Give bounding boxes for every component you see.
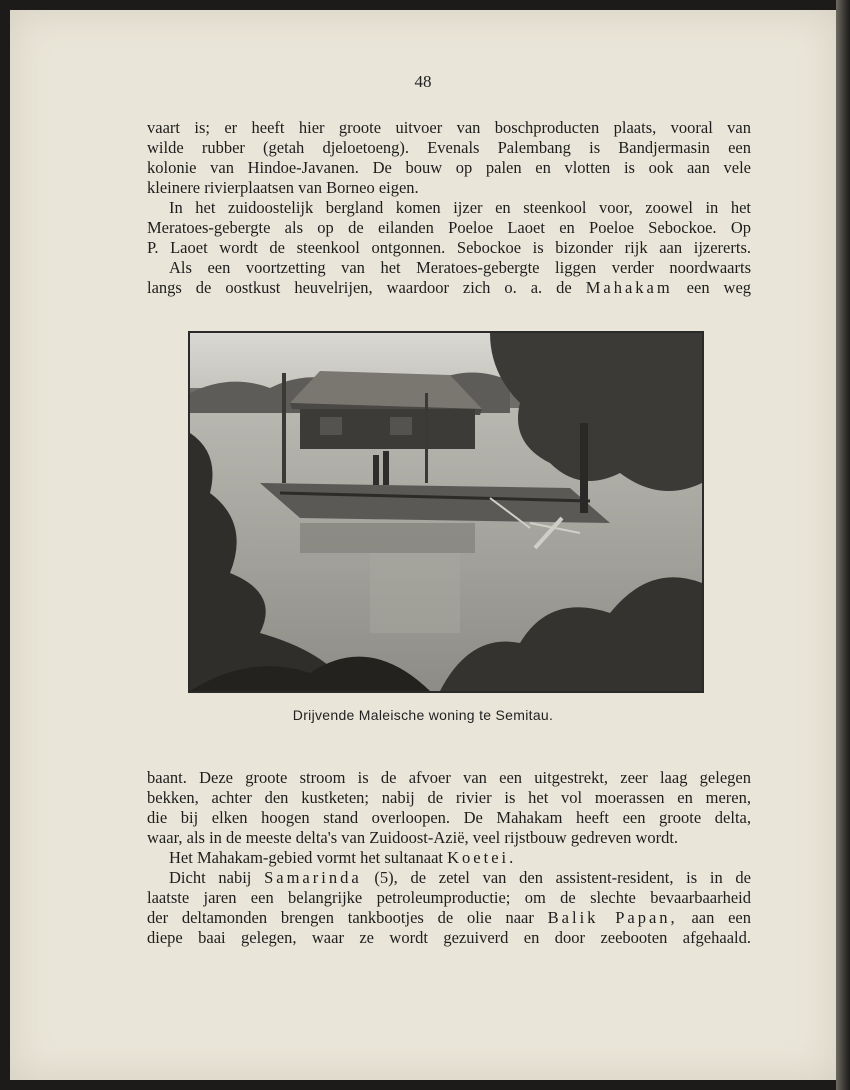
figure-caption: Drijvende Maleische woning te Semitau.: [292, 707, 554, 723]
text-block-top: [147, 118, 751, 298]
text-span: langs de oostkust heuvelrijen, waardoor zich o. a. de: [147, 278, 572, 297]
text-span: aan een: [691, 908, 752, 927]
text-line: diepe baai gelegen, waar ze wordt gezuiverd en door zeebooten afgehaald.: [147, 928, 751, 947]
text-line: vaart is; er heeft hier groote uitvoer van boschproducten plaats, vooral van: [147, 118, 751, 137]
page-number: 48: [414, 72, 432, 91]
text-line: baant. Deze groote stroom is de afvoer van een uitgestrekt, zeer laag gelegen: [147, 768, 751, 787]
book-page: [10, 10, 836, 1080]
photo-illustration: [190, 333, 702, 691]
binding-shadow: [836, 0, 850, 1090]
text-line: Meratoes-gebergte als op de eilanden Poeloe Laoet en Poeloe Sebockoe. Op: [147, 218, 751, 237]
text-line: [147, 868, 751, 888]
text-line: P. Laoet wordt de steenkool ontgonnen. Sebockoe is bizonder rijk aan ijzererts.: [147, 238, 751, 257]
spaced-name-balik-papan: Balik Papan,: [547, 908, 678, 927]
spaced-name-mahakam: Mahakam: [585, 278, 673, 297]
text-line: [147, 848, 751, 868]
text-span: een weg: [686, 278, 752, 297]
text-line: wilde rubber (getah djeloetoeng). Evenals Palembang is Bandjermasin een: [147, 138, 751, 157]
spaced-name-koetei: Koetei.: [447, 848, 517, 867]
text-line: bekken, achter den kustketen; nabij de rivier is het vol moerassen en meren,: [147, 788, 751, 807]
text-span: Dicht nabij: [169, 868, 252, 887]
text-block-bottom: [147, 768, 751, 948]
text-line: In het zuidoostelijk bergland komen ijzer en steenkool voor, zoowel in het: [169, 198, 751, 217]
text-span: der deltamonden brengen tankbootjes de olie naar: [147, 908, 534, 927]
spaced-name-samarinda: Samarinda: [264, 868, 362, 887]
text-line: waar, als in de meeste delta's van Zuidoost-Azië, veel rijstbouw gedreven wordt.: [147, 828, 679, 847]
text-line: kolonie van Hindoe-Javanen. De bouw op palen en vlotten is ook aan vele: [147, 158, 751, 177]
text-line: laatste jaren een belangrijke petroleumproductie; om de slechte bevaarbaarheid: [147, 888, 751, 907]
text-line: die bij elken hoogen stand overloopen. De Mahakam heeft een groote delta,: [147, 808, 751, 827]
text-line: [147, 908, 751, 928]
photo-floating-house: [188, 331, 704, 693]
text-span: Het Mahakam-gebied vormt het sultanaat: [169, 848, 443, 867]
text-line: Als een voortzetting van het Meratoes-gebergte liggen verder noordwaarts: [169, 258, 751, 277]
text-span: (5), de zetel van den assistent-resident, is in de: [374, 868, 752, 887]
text-line: kleinere rivierplaatsen van Borneo eigen.: [147, 178, 419, 197]
text-line: [147, 278, 751, 298]
